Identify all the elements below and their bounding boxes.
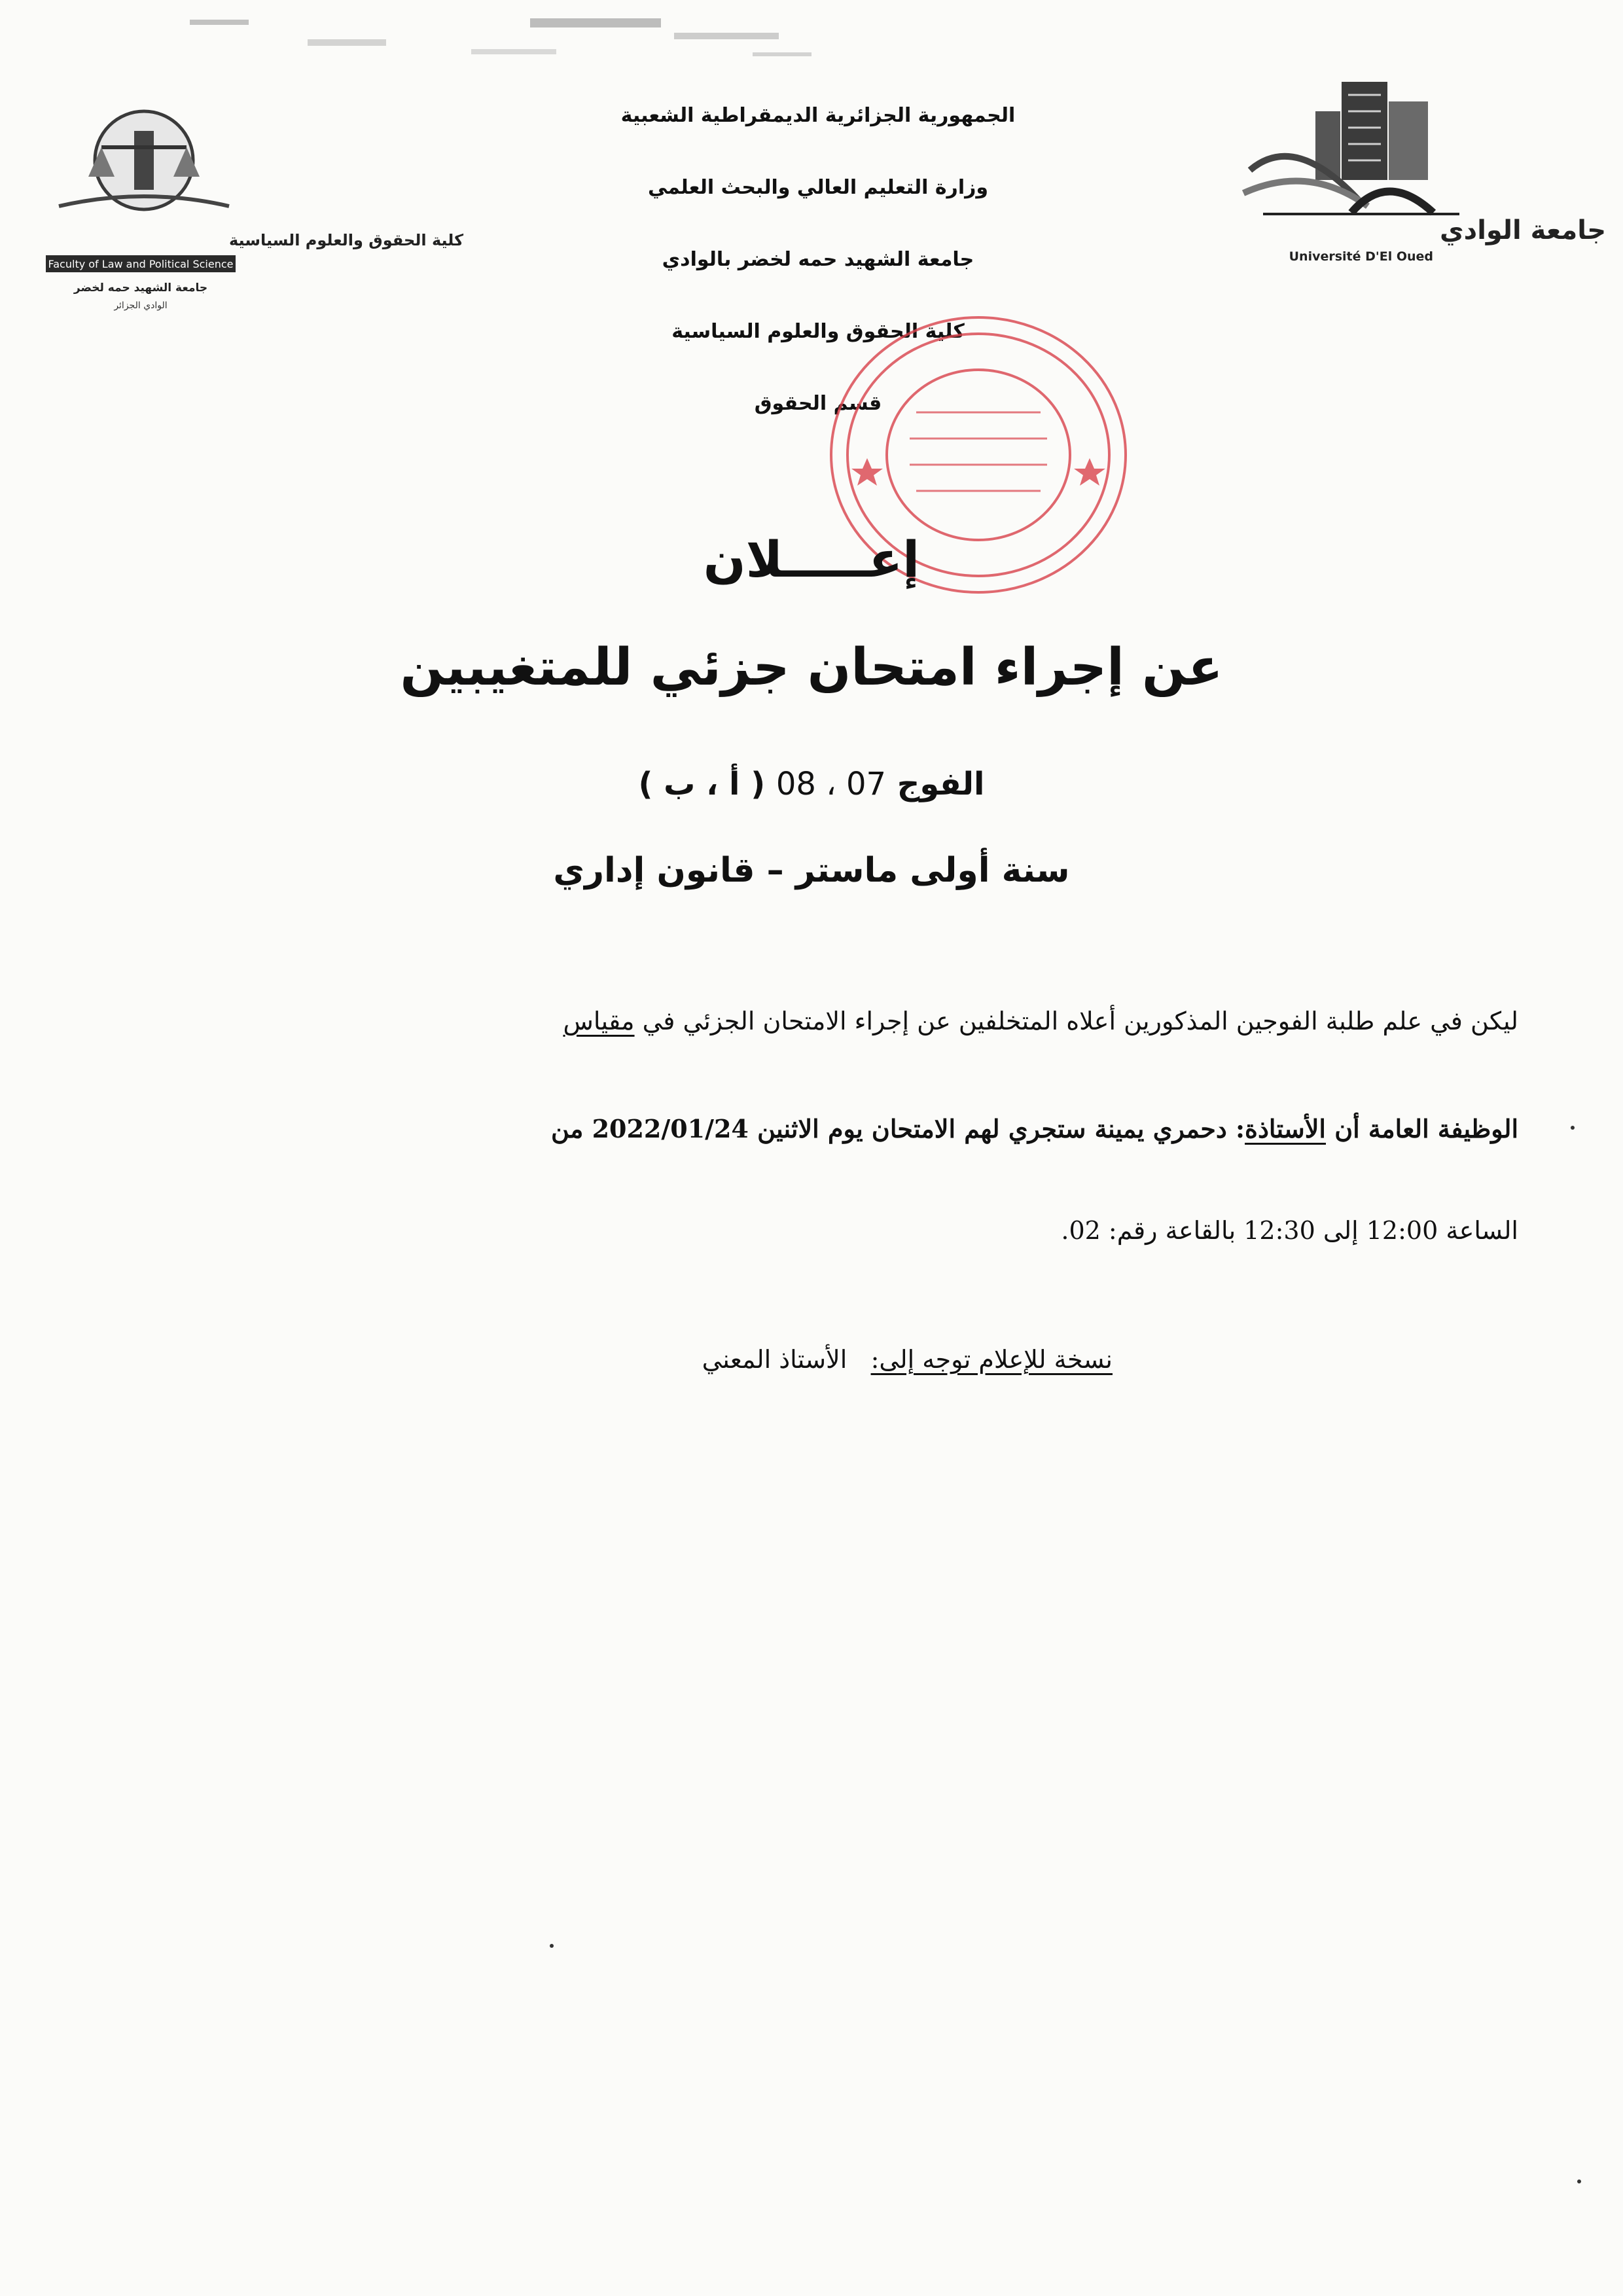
announcement-subtitle: عن إجراء امتحان جزئي للمتغيبين [400, 638, 1223, 697]
header-university: جامعة الشهيد حمه لخضر بالوادي [662, 248, 974, 271]
copy-note-label: نسخة للإعلام توجه إلى: [870, 1345, 1113, 1374]
body-line-2: الوظيفة العامة أن الأستاذة: دحمري يمينة ستجري لهم الامتحان يوم الاثنين 2022/01/24 من [551, 1114, 1518, 1143]
body-line-1: ليكن في علم طلبة الفوجين المذكورين أعلاه المتخلفين عن إجراء الامتحان الجزئي في مقياس [563, 1007, 1518, 1035]
year-program-line: سنة أولى ماستر – قانون إداري [553, 851, 1070, 890]
copy-note [702, 1345, 1113, 1374]
underlined-subject: مقياس [563, 1007, 635, 1035]
header-ministry: وزارة التعليم العالي والبحث العلمي [647, 176, 989, 199]
header-department: قسم الحقوق [754, 392, 882, 415]
svg-text:جامعة الوادي: جامعة الوادي [1440, 215, 1607, 245]
scan-speck [550, 1944, 554, 1948]
group-line [0, 766, 1623, 802]
header-faculty: كلية الحقوق والعلوم السياسية [671, 320, 965, 343]
body-line-3: الساعة 12:00 إلى 12:30 بالقاعة رقم: 02. [1061, 1216, 1518, 1245]
svg-text:الوادي الجزائر: الوادي الجزائر [114, 300, 168, 311]
header-country: الجمهورية الجزائرية الديمقراطية الشعبية [620, 104, 1016, 127]
svg-text:Faculty of Law and Political S: Faculty of Law and Political Science [48, 258, 234, 270]
svg-text:جامعة الشهيد حمه لخضر: جامعة الشهيد حمه لخضر [73, 281, 208, 295]
group-letters: ( أ ، ب ) [638, 766, 766, 802]
group-label: الفوج [897, 766, 985, 802]
announcement-title: إعـــــلان [703, 530, 920, 588]
underlined-professor: الأستاذة [1245, 1114, 1326, 1143]
faculty-law-logo [39, 108, 464, 324]
copy-note-recipient: الأستاذ المعني [702, 1345, 847, 1374]
scan-speck [1571, 1126, 1575, 1130]
group-numbers: 07 ، 08 [776, 766, 887, 802]
scan-speck [1577, 2179, 1581, 2183]
university-el-oued-logo [1237, 72, 1607, 281]
scan-noise [164, 13, 851, 72]
svg-text:كلية الحقوق والعلوم السياسية: كلية الحقوق والعلوم السياسية [229, 231, 464, 249]
svg-text:Université D'El Oued: Université D'El Oued [1289, 249, 1433, 264]
